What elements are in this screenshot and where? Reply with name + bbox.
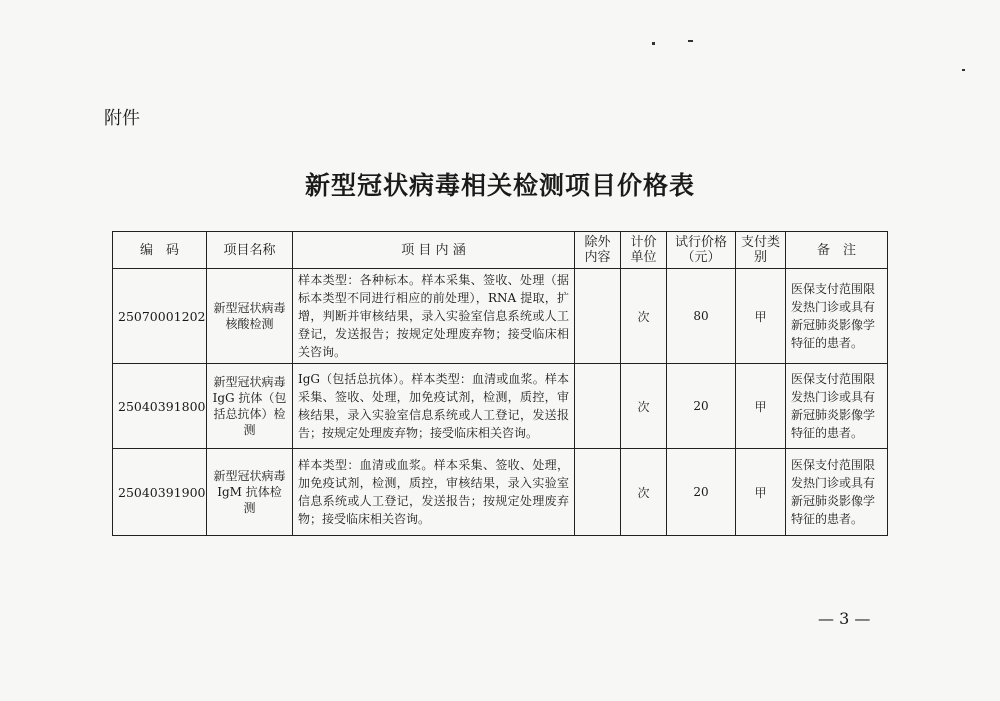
cell-excluded — [575, 364, 621, 449]
price-table — [112, 231, 888, 536]
cell-content: 样本类型：各种标本。样本采集、签收、处理（据标本类型不同进行相应的前处理），RNA 提取，扩增，判断并审核结果，录入实验室信息系统或人工登记，发送报告；按规定处理废弃物；接受临床相关咨询。 — [293, 269, 575, 364]
cell-excluded — [575, 449, 621, 536]
table-row — [113, 269, 888, 364]
table-row — [113, 449, 888, 536]
header-code: 编 码 — [113, 232, 207, 269]
attachment-label: 附件 — [104, 108, 140, 129]
cell-payment: 甲 — [736, 449, 786, 536]
table-header-row — [113, 232, 888, 269]
cell-name: 新型冠状病毒核酸检测 — [207, 269, 293, 364]
cell-name: 新型冠状病毒 IgM 抗体检测 — [207, 449, 293, 536]
cell-payment: 甲 — [736, 269, 786, 364]
scan-speck — [652, 42, 655, 45]
header-remarks: 备 注 — [786, 232, 888, 269]
cell-name: 新型冠状病毒 IgG 抗体（包括总抗体）检测 — [207, 364, 293, 449]
header-payment: 支付类别 — [736, 232, 786, 269]
cell-unit: 次 — [621, 364, 667, 449]
header-content: 项 目 内 涵 — [293, 232, 575, 269]
page-number: — 3 — — [818, 609, 871, 628]
cell-price: 20 — [667, 364, 736, 449]
cell-price: 80 — [667, 269, 736, 364]
cell-code: 25040391900 — [113, 449, 207, 536]
scan-speck — [962, 69, 965, 71]
document-title: 新型冠状病毒相关检测项目价格表 — [304, 171, 695, 200]
cell-price: 20 — [667, 449, 736, 536]
cell-remarks: 医保支付范围限发热门诊或具有新冠肺炎影像学特征的患者。 — [786, 364, 888, 449]
cell-unit: 次 — [621, 449, 667, 536]
cell-payment: 甲 — [736, 364, 786, 449]
cell-remarks: 医保支付范围限发热门诊或具有新冠肺炎影像学特征的患者。 — [786, 449, 888, 536]
scan-speck — [688, 40, 693, 42]
cell-code: 25040391800 — [113, 364, 207, 449]
header-excluded: 除外内容 — [575, 232, 621, 269]
cell-remarks: 医保支付范围限发热门诊或具有新冠肺炎影像学特征的患者。 — [786, 269, 888, 364]
cell-excluded — [575, 269, 621, 364]
cell-code: 25070001202 — [113, 269, 207, 364]
header-unit: 计价单位 — [621, 232, 667, 269]
header-price: 试行价格（元） — [667, 232, 736, 269]
cell-content: 样本类型：血清或血浆。样本采集、签收、处理，加免疫试剂，检测，质控，审核结果，录入实验室信息系统或人工登记，发送报告；按规定处理废弃物；接受临床相关咨询。 — [293, 449, 575, 536]
cell-content: IgG（包括总抗体）。样本类型：血清或血浆。样本采集、签收、处理，加免疫试剂，检测，质控，审核结果，录入实验室信息系统或人工登记，发送报告；按规定处理废弃物；接受临床相关咨询。 — [293, 364, 575, 449]
table-row — [113, 364, 888, 449]
cell-unit: 次 — [621, 269, 667, 364]
header-name: 项目名称 — [207, 232, 293, 269]
